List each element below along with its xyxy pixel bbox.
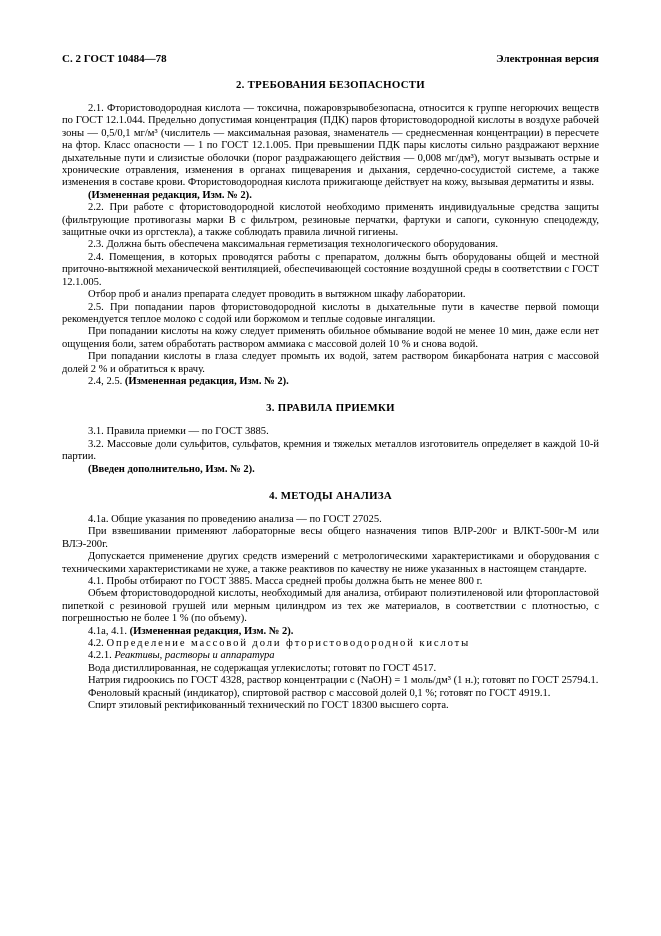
header-left: С. 2 ГОСТ 10484—78 bbox=[62, 53, 167, 65]
header-right: Электронная версия bbox=[496, 53, 599, 65]
paragraph-2-1-note: (Измененная редакция, Изм. № 2). bbox=[88, 189, 252, 201]
paragraph-3-1: 3.1. Правила приемки — по ГОСТ 3885. bbox=[88, 426, 269, 438]
paragraph-2-1: 2.1. Фтористоводородная кислота — токсична, пожаровзрывобезопасна, относится к группе негорючих веществ по ГОСТ 12.1.044. Предельно допустимая концентрация (ПДК) паров фтористоводородной кислоты в воздухе рабочей зоны — 0,5/0,1 мг/м³ (числитель — максимальная разовая, знаменатель — среднесменная концентрации) в пересчете на фтор. Класс опасности — 1 по ГОСТ 12.1.005. При превышении ПДК пары кислоты сильно раздражают верхние дыхательные пути и слизистые оболочки (порог раздражающего действия — 0,008 мг/дм³), могут вызывать острые и хронические отравления, изменения в органах пищеварения и дыхания, сердечно-сосудистой системе, а также изменения в составе крови. Фтористоводородная кислота прижигающе действует на кожу, вызывая дерматиты и язвы. bbox=[62, 103, 599, 189]
paragraph-2-5: 2.5. При попадании паров фтористоводородной кислоты в дыхательные пути в качестве первой помощи рекомендуется теплое молоко с содой или боржомом и теплые содовые ингаляции. bbox=[62, 301, 599, 325]
reagent-water: Вода дистиллированная, не содержащая углекислоты; готовят по ГОСТ 4517. bbox=[88, 662, 437, 674]
paragraph-4-1: 4.1. Пробы отбирают по ГОСТ 3885. Масса средней пробы должна быть не менее 800 г. bbox=[88, 576, 483, 587]
section-3-title: 3. ПРАВИЛА ПРИЕМКИ bbox=[266, 402, 395, 415]
clause-title: Реактивы, растворы и аппаратура bbox=[114, 650, 275, 662]
paragraph-4-1a-other: Допускается применение других средств измерений с метрологическими характеристиками и оборудования с техническими характеристиками не хуже, а также реактивов по качеству не ниже указанных в настоящем стандарте. bbox=[62, 551, 599, 575]
paragraph-4-1-volume: Объем фтористоводородной кислоты, необходимый для анализа, отбирают полиэтиленовой или фторопластовой пипеткой с резиновой грушей или мерным цилиндром из тех же материалов, в соответствии с плотностью, с погрешностью не более 1 % (по объему). bbox=[62, 588, 599, 625]
reagent-phenol-red: Феноловый красный (индикатор), спиртовой раствор с массовой долей 0,1 %; готовят по ГОСТ 4919.1. bbox=[88, 687, 551, 699]
paragraph-2-5-eyes: При попадании кислоты в глаза следует промыть их водой, затем раствором бикарбоната натрия с массовой долей 2 % и обратиться к врачу. bbox=[62, 351, 599, 375]
section-4-title: 4. МЕТОДЫ АНАЛИЗА bbox=[269, 489, 392, 502]
paragraph-4-1a-scales: При взвешивании применяют лабораторные весы общего назначения типов ВЛР-200г и ВЛКТ-500г-М или ВЛЭ-200г. bbox=[62, 526, 599, 550]
paragraph-2-4-2-5-note bbox=[62, 376, 599, 388]
paragraph-2-5-skin: При попадании кислоты на кожу следует применять обильное обмывание водой не менее 10 мин, даже если нет ощущения боли, затем обработать раствором аммиака с массовой долей 10 % и снова водой. bbox=[62, 326, 599, 350]
clause-number: 4.2. bbox=[88, 638, 104, 650]
page-header bbox=[62, 53, 599, 67]
clause-title: Определение массовой доли фтористоводородной кислоты bbox=[106, 638, 471, 650]
paragraph-3-note: (Введен дополнительно, Изм. № 2). bbox=[88, 463, 255, 475]
paragraph-4-2-1 bbox=[62, 650, 599, 662]
note-text: (Измененная редакция, Изм. № 2). bbox=[129, 625, 294, 637]
paragraph-2-4: 2.4. Помещения, в которых проводятся работы с препаратом, должны быть оборудованы общей и местной приточно-вытяжной механической вентиляцией, обеспечивающей состояние воздушной среды в соответствии с ГОСТ 12.1.005. bbox=[62, 251, 599, 288]
clause-number: 4.2.1. bbox=[88, 650, 112, 662]
page-content bbox=[62, 79, 599, 712]
note-text: (Измененная редакция, Изм. № 2). bbox=[124, 375, 289, 387]
paragraph-4-1a: 4.1а. Общие указания по проведению анализа — по ГОСТ 27025. bbox=[88, 513, 382, 525]
paragraph-2-2: 2.2. При работе с фтористоводородной кислотой необходимо применять индивидуальные средства защиты (фильтрующие противогазы марки В с фильтром, резиновые перчатки, фартуки и сапоги, суконную спецодежду, защитные очки из оргстекла), а также соблюдать правила личной гигиены. bbox=[62, 202, 599, 239]
paragraph-4-1-note bbox=[62, 626, 599, 638]
reagent-ethanol: Спирт этиловый ректификованный технический по ГОСТ 18300 высшего сорта. bbox=[88, 700, 449, 712]
paragraph-2-3: 2.3. Должна быть обеспечена максимальная герметизация технологического оборудования. bbox=[88, 239, 498, 251]
reagent-naoh: Натрия гидроокись по ГОСТ 4328, раствор концентрации с (NaOH) = 1 моль/дм³ (1 н.); готовят по ГОСТ 25794.1. bbox=[88, 675, 599, 687]
note-prefix: 2.4, 2.5. bbox=[88, 375, 123, 387]
paragraph-2-4-sampling: Отбор проб и анализ препарата следует проводить в вытяжном шкафу лаборатории. bbox=[88, 289, 466, 301]
note-prefix: 4.1а, 4.1. bbox=[88, 625, 127, 637]
paragraph-4-2 bbox=[62, 638, 599, 650]
section-2-title: 2. ТРЕБОВАНИЯ БЕЗОПАСНОСТИ bbox=[235, 79, 426, 91]
paragraph-3-2: 3.2. Массовые доли сульфитов, сульфатов, кремния и тяжелых металлов изготовитель определяет в каждой 10-й партии. bbox=[62, 438, 599, 463]
